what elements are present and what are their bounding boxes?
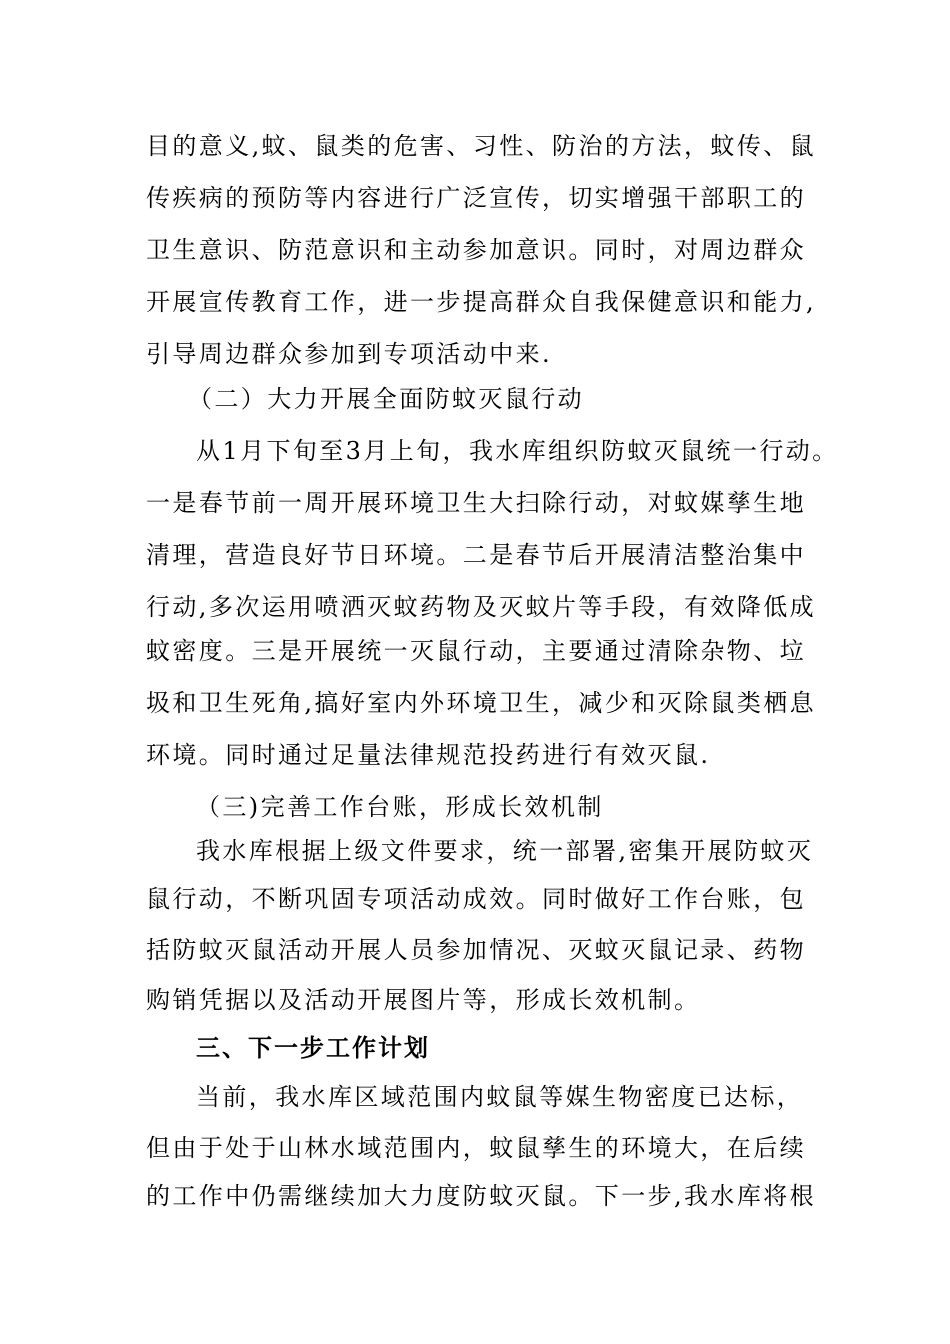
body-line: 环境。同时通过足量法律规范投药进行有效灭鼠. <box>146 741 711 769</box>
section-heading: （三)完善工作台账，形成长效机制 <box>196 793 604 821</box>
body-line: 一是春节前一周开展环境卫生大扫除行动，对蚊媒孳生地 <box>146 489 806 517</box>
body-line: 卫生意识、防范意识和主动参加意识。同时，对周边群众 <box>146 236 806 264</box>
body-line: 开展宣传教育工作，进一步提高群众自我保健意识和能力, <box>146 288 817 316</box>
body-line: 目的意义,蚊、鼠类的危害、习性、防治的方法，蚊传、鼠 <box>146 132 817 160</box>
body-line: 的工作中仍需继续加大力度防蚊灭鼠。下一步,我水库将根 <box>146 1182 817 1210</box>
body-line: 但由于处于山林水域范围内，蚊鼠孳生的环境大，在后续 <box>146 1134 806 1162</box>
body-line: 圾和卫生死角,搞好室内外环境卫生，减少和灭除鼠类栖息 <box>146 689 817 717</box>
body-line: 传疾病的预防等内容进行广泛宣传，切实增强干部职工的 <box>146 184 806 212</box>
body-line: 括防蚊灭鼠活动开展人员参加情况、灭蚊灭鼠记录、药物 <box>146 936 806 964</box>
body-line: 当前，我水库区域范围内蚊鼠等媒生物密度已达标， <box>196 1083 804 1111</box>
body-line: 从1月下旬至3月上旬，我水库组织防蚊灭鼠统一行动。 <box>196 437 839 465</box>
body-line: 购销凭据以及活动开展图片等，形成长效机制。 <box>146 986 701 1014</box>
body-line: 我水库根据上级文件要求，统一部署,密集开展防蚊灭 <box>196 837 814 865</box>
body-line: 行动,多次运用喷洒灭蚊药物及灭蚊片等手段，有效降低成 <box>146 593 817 621</box>
body-line: 鼠行动，不断巩固专项活动成效。同时做好工作台账，包 <box>146 885 806 913</box>
body-line: 引导周边群众参加到专项活动中来. <box>146 340 553 368</box>
body-line: 清理，营造良好节日环境。二是春节后开展清洁整治集中 <box>146 541 806 569</box>
section-heading: （二）大力开展全面防蚊灭鼠行动 <box>188 385 584 413</box>
body-line: 蚊密度。三是开展统一灭鼠行动，主要通过清除杂物、垃 <box>146 637 806 665</box>
section-heading-bold: 三、下一步工作计划 <box>196 1034 430 1062</box>
